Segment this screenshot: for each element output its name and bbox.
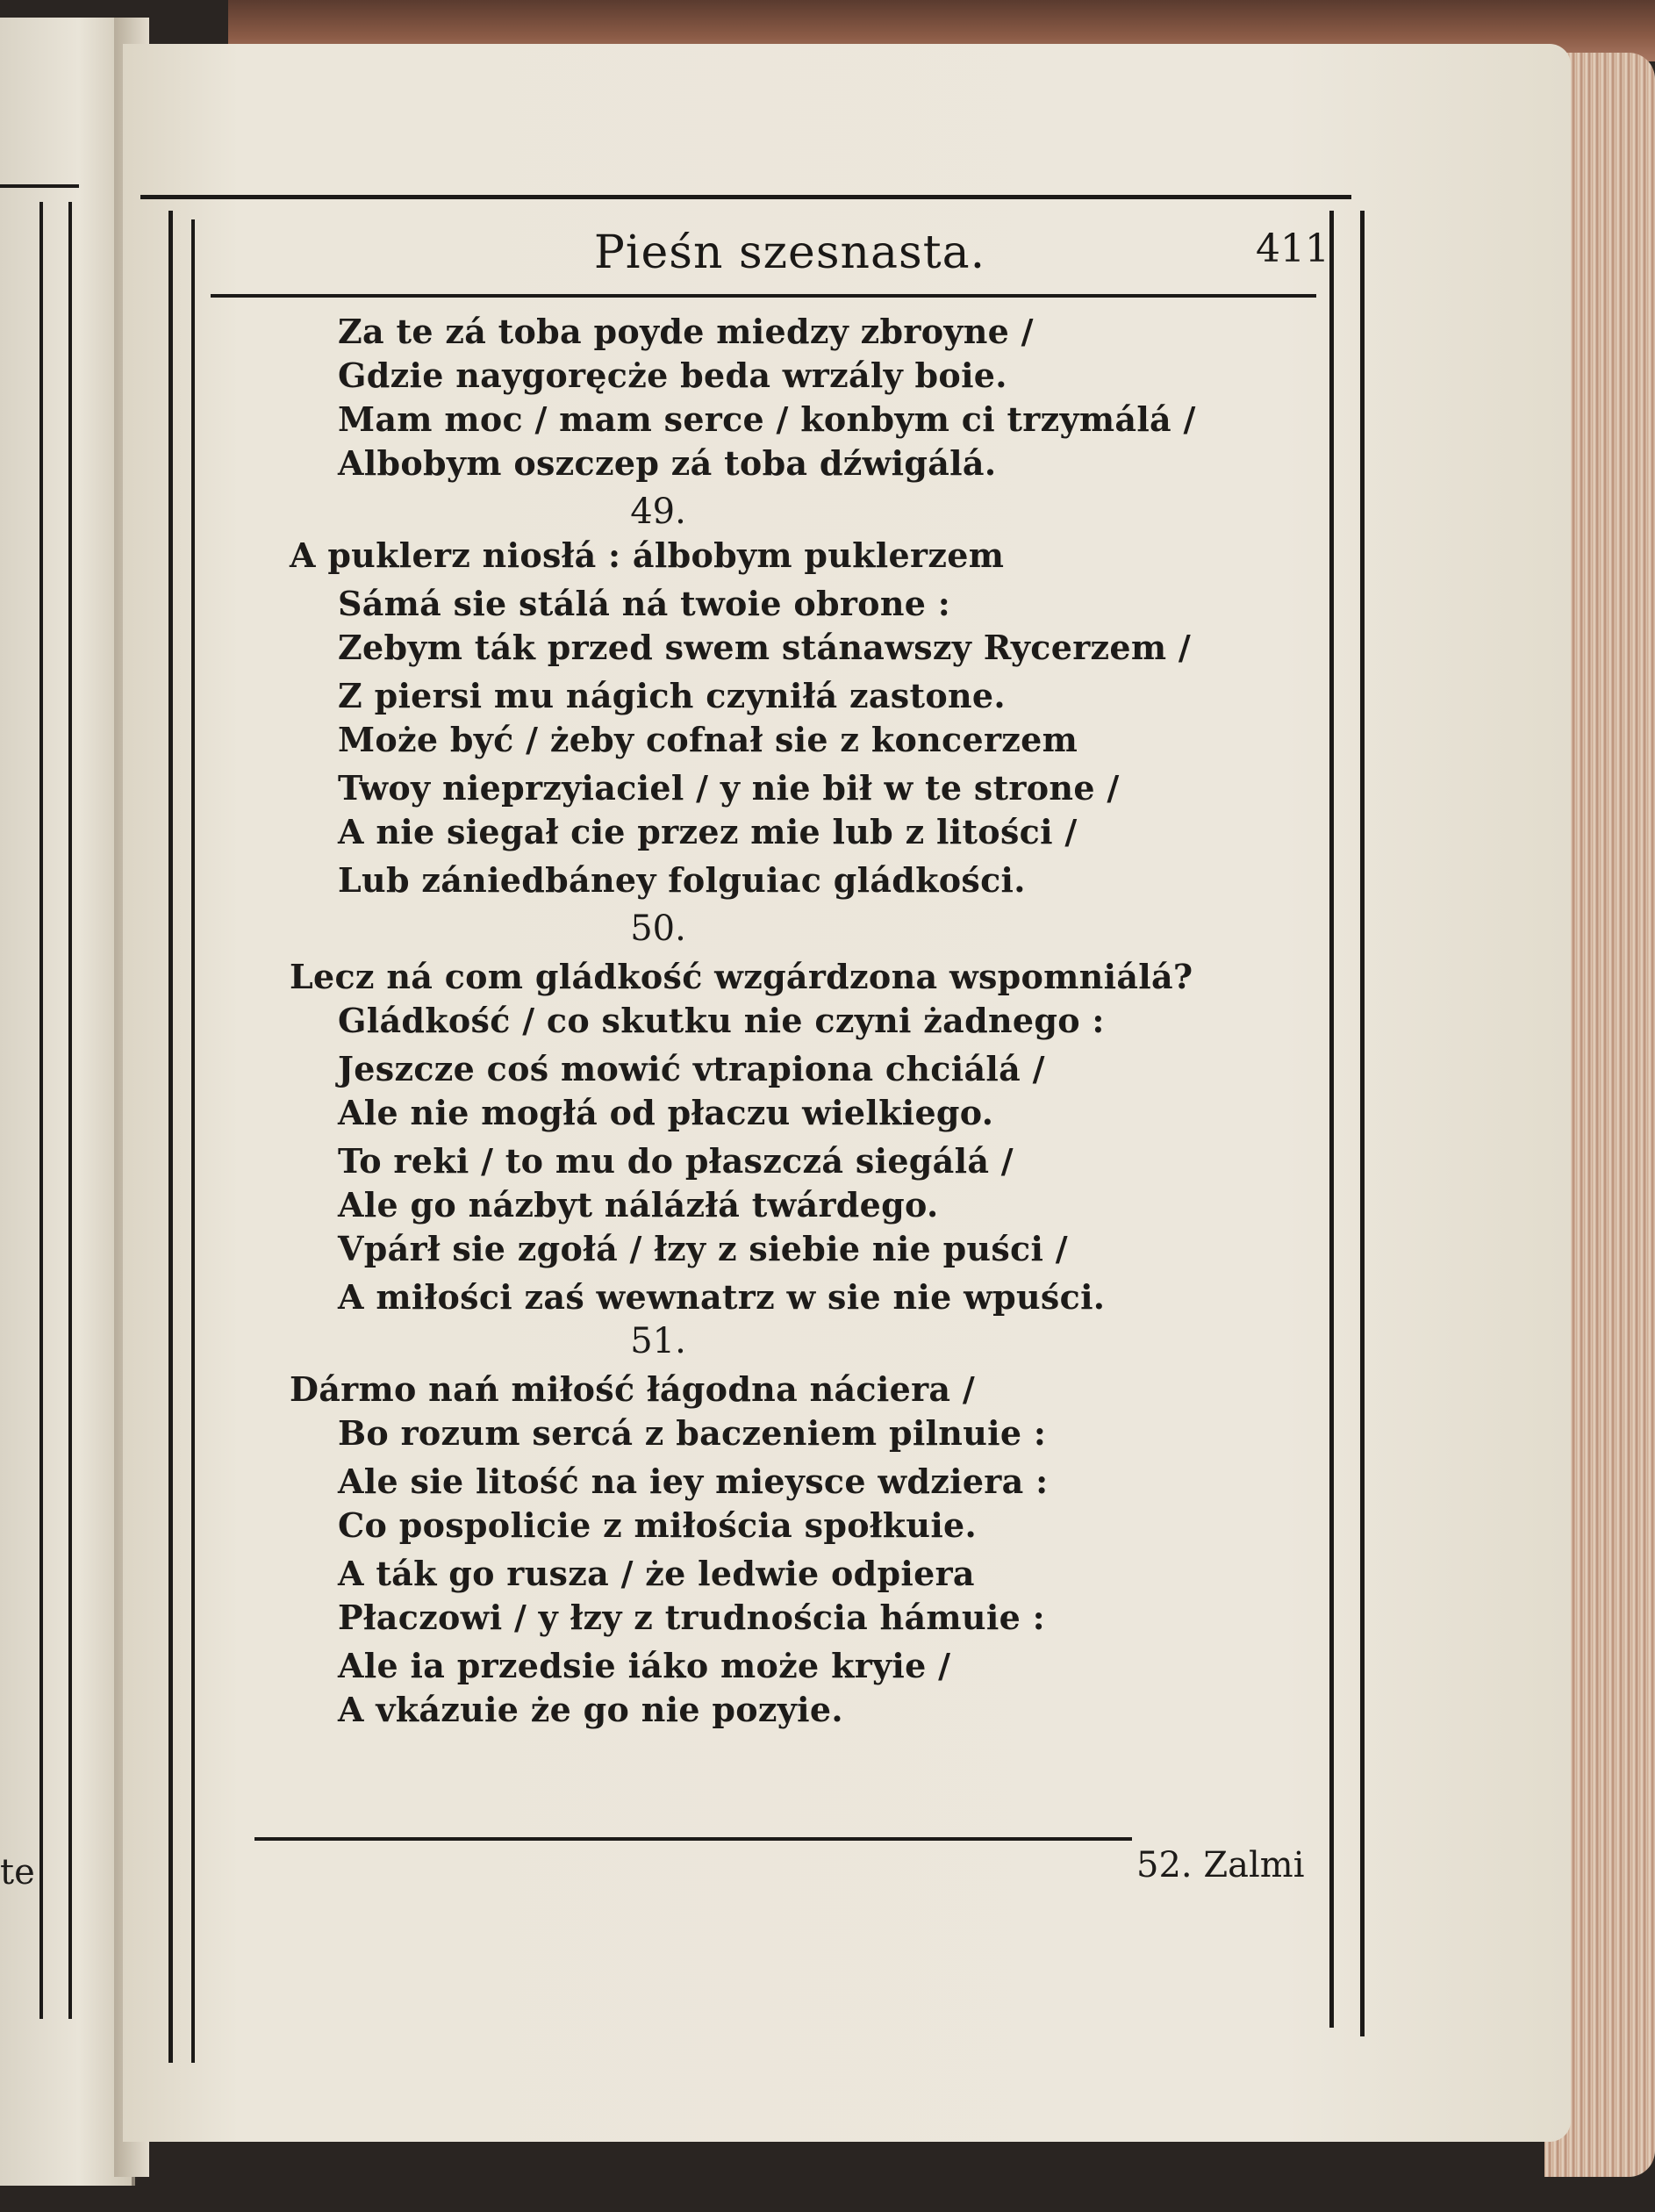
verse-line: Jeszcze coś mowić vtrapiona chciálá / xyxy=(338,1049,1045,1088)
left-page-vertical-rule xyxy=(39,202,43,2019)
left-page-fragment: te xyxy=(0,1852,35,1892)
left-page-vertical-rule-2 xyxy=(68,202,72,2019)
verse-line: Gdzie naygoręcże beda wrzály boie. xyxy=(338,356,1007,395)
stanza-number: 51. xyxy=(630,1321,686,1361)
right-frame-rule-outer xyxy=(1360,211,1365,2036)
verse-line: A ták go rusza / że ledwie odpiera xyxy=(338,1554,975,1593)
verse-line: Ale go názbyt nálázłá twárdego. xyxy=(338,1185,939,1224)
page-number: 411 xyxy=(1256,226,1329,271)
verse-line: Płaczowi / y łzy z trudnościa hámuie : xyxy=(338,1598,1045,1637)
verse-line: Sámá sie stálá ná twoie obrone : xyxy=(338,584,951,623)
stanza-number: 49. xyxy=(630,492,686,532)
verse-line: Bo rozum sercá z baczeniem pilnuie : xyxy=(338,1413,1047,1453)
verse-line: Lub zániedbáney folguiac gládkości. xyxy=(338,860,1026,900)
verse-line: Vpárł sie zgołá / łzy z siebie nie puści / xyxy=(338,1229,1068,1268)
left-frame-rule-outer xyxy=(168,211,173,2063)
page-title: Pieśn szesnasta. xyxy=(593,226,986,279)
verse-line: Ale nie mogłá od płaczu wielkiego. xyxy=(338,1093,994,1132)
verse-line: Twoy nieprzyiaciel / y nie bił w te strone / xyxy=(338,768,1120,808)
left-page-rule xyxy=(0,184,79,188)
verse-line: Ale ia przedsie iáko może kryie / xyxy=(338,1646,951,1685)
bottom-rule xyxy=(254,1837,1132,1841)
catchword: 52. Zalmi xyxy=(1136,1845,1305,1885)
verse-line: Mam moc / mam serce / konbym ci trzymálá / xyxy=(338,399,1196,439)
stanza-number: 50. xyxy=(630,908,686,949)
verse-line: To reki / to mu do płaszczá siegálá / xyxy=(338,1141,1014,1181)
verse-line: Co pospolicie z miłościa społkuie. xyxy=(338,1505,978,1545)
verse-line: Albobym oszczep zá toba dźwigálá. xyxy=(338,443,997,483)
verse-line: Zebym ták przed swem stánawszy Rycerzem / xyxy=(338,628,1192,667)
verse-line: Za te zá toba poyde miedzy zbroyne / xyxy=(338,312,1034,351)
verse-line: Może być / żeby cofnał sie z koncerzem xyxy=(338,720,1078,759)
verse-line: A nie siegał cie przez mie lub z litości / xyxy=(338,812,1078,851)
verse-line: A vkázuie że go nie pozyie. xyxy=(338,1690,843,1729)
top-rule xyxy=(140,195,1351,199)
verse-line: Dármo nań miłość łágodna náciera / xyxy=(290,1369,976,1409)
verse-line: Lecz ná com gládkość wzgárdzona wspomniálá? xyxy=(290,957,1193,996)
verse-line: Gládkość / co skutku nie czyni żadnego : xyxy=(338,1001,1105,1040)
header-rule xyxy=(211,294,1316,298)
verse-line: Z piersi mu nágich czyniłá zastone. xyxy=(338,676,1006,715)
verse-line: A miłości zaś wewnatrz w sie nie wpuści. xyxy=(338,1277,1106,1317)
verse-line: A puklerz niosłá : álbobym puklerzem xyxy=(290,535,1005,575)
verse-line: Ale sie litość na iey mieysce wdziera : xyxy=(338,1462,1049,1501)
right-frame-rule-inner xyxy=(1329,211,1334,2028)
left-frame-rule-inner xyxy=(191,219,195,2063)
